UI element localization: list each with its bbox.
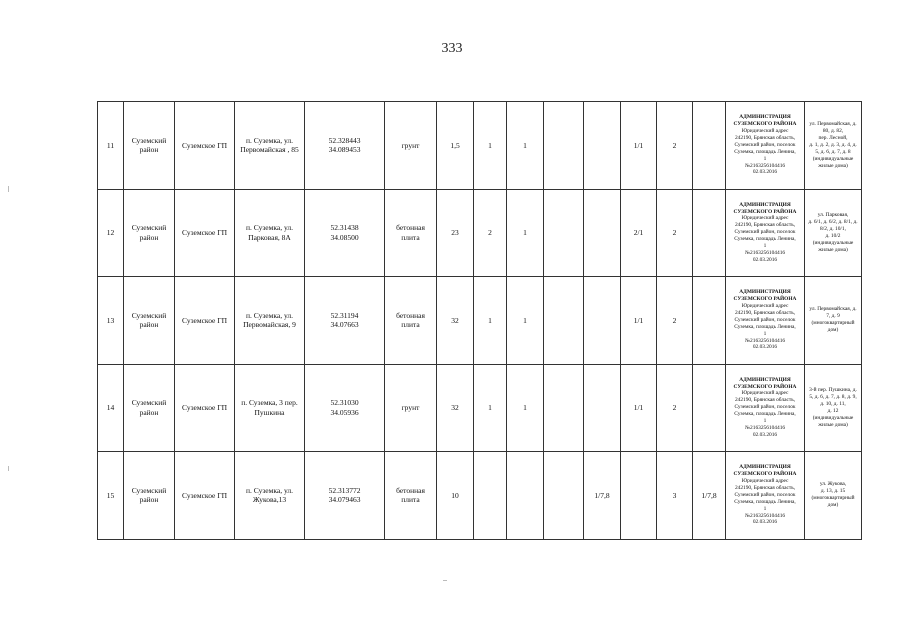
cell-address: п. Суземка, 3 пер. Пушкина [235,364,305,452]
owner-line: 242190, Брянская область, [734,397,796,404]
cell-area: 10 [437,452,474,540]
cell-row-number: 12 [98,189,124,277]
owner-line: Юридический адрес [741,215,789,222]
table-row [98,277,862,365]
owner-line: 1 [763,505,767,512]
served-line: (индивидуальные жилые дома) [812,155,854,169]
served-line: 3-й пер. Пушкина, д. 5, д. 6, д. 7, д. 8, д. 9, д. 10, д. 11, [809,387,857,407]
owner-line: 1 [763,243,767,250]
table-row [98,189,862,277]
owner-line: 02.03.2016 [752,169,778,176]
owner-line: Юридический адрес [741,127,789,134]
cell-count-7: 1/7,8 [693,452,726,540]
cell-area: 1,5 [437,102,474,190]
owner-line: 1 [763,418,767,425]
cell-district: Суземский район [124,189,175,277]
longitude: 34.05936 [330,407,359,417]
cell-row-number: 13 [98,277,124,365]
cell-district: Суземский район [124,452,175,540]
owner-line: 02.03.2016 [752,256,778,263]
owner-line: Суземский район, поселок [734,316,796,323]
served-line: пер. Лесной, [818,134,848,141]
cell-address: п. Суземка, ул. Жукова,13 [235,452,305,540]
served-line: д. 12 [827,407,839,414]
owner-line: Суземский район, поселок [734,491,796,498]
served-line: ул. Первомайская, д. 7, д. 9 [809,306,857,320]
cell-owner [726,102,805,190]
cell-district: Суземский район [124,364,175,452]
cell-count-5: 1/1 [621,277,657,365]
cell-area: 23 [437,189,474,277]
cell-coordinates [305,452,385,540]
cell-count-2: 1 [507,102,544,190]
longitude: 34.08500 [330,232,359,242]
owner-line: Юридический адрес [741,390,789,397]
cell-district: Суземский район [124,277,175,365]
table-row [98,102,862,190]
latitude: 52.328443 [328,135,361,145]
cell-surface: грунт [385,102,437,190]
cell-count-5 [621,452,657,540]
owner-line: №2163256104416 [744,337,786,344]
owner-line: Суземка, площадь Ленина, [734,236,796,243]
cell-served-objects [805,277,862,365]
table-row [98,364,862,452]
owner-line: Юридический адрес [741,477,789,484]
owner-line: №2163256104416 [744,512,786,519]
owner-line: Суземский район, поселок [734,229,796,236]
longitude: 34.089453 [328,145,361,155]
cell-settlement: Суземское ГП [175,189,235,277]
cell-count-1: 1 [474,277,507,365]
served-line: (индивидуальные жилые дома) [812,239,854,253]
longitude: 34.079463 [328,495,361,505]
cell-settlement: Суземское ГП [175,452,235,540]
cell-address: п. Суземка, ул. Первомайская , 85 [235,102,305,190]
owner-name: АДМИНИСТРАЦИЯ СУЗЕМСКОГО РАЙОНА [733,114,797,128]
served-line: д. 6/1, д. 6/2, д. 8/1, д. 8/2, д. 10/1, [808,218,858,232]
latitude: 52.31194 [330,310,359,320]
cell-count-4 [584,102,621,190]
cell-surface: грунт [385,364,437,452]
owner-line: Суземка, площадь Ленина, [734,148,796,155]
owner-line: №2163256104416 [744,425,786,432]
served-line: ул. Первомайская, д. 80, д. 82, [809,121,857,134]
cell-served-objects [805,189,862,277]
owner-line: 242190, Брянская область, [734,222,796,229]
cell-settlement: Суземское ГП [175,277,235,365]
cell-owner [726,277,805,365]
owner-name: АДМИНИСТРАЦИЯ СУЗЕМСКОГО РАЙОНА [733,376,797,390]
cell-count-5: 2/1 [621,189,657,277]
cell-count-2: 1 [507,189,544,277]
owner-line: №2163256104416 [744,162,786,169]
cell-owner [726,452,805,540]
cell-row-number: 14 [98,364,124,452]
cell-count-3 [544,189,584,277]
owner-line: 02.03.2016 [752,519,778,526]
cell-count-5: 1/1 [621,102,657,190]
owner-line: 1 [763,330,767,337]
page-number: 333 [441,41,463,56]
cell-count-6: 2 [657,189,693,277]
cell-served-objects [805,452,862,540]
cell-coordinates [305,189,385,277]
cell-count-5: 1/1 [621,364,657,452]
scan-speck [8,186,9,192]
owner-line: Суземский район, поселок [734,404,796,411]
cell-address: п. Суземка, ул. Первомайская, 9 [235,277,305,365]
owner-name: АДМИНИСТРАЦИЯ СУЗЕМСКОГО РАЙОНА [733,289,797,303]
owner-line: Суземский район, поселок [734,141,796,148]
cell-count-1: 2 [474,189,507,277]
served-line: д. 1, д. 2, д. 3, д. 4, д. 5, д. 6, д. 7, д. 8 [809,141,857,155]
owner-line: Суземка, площадь Ленина, [734,323,796,330]
served-line: (многоквартирный дом) [811,495,855,509]
latitude: 52.313772 [328,485,361,495]
cell-count-6: 2 [657,102,693,190]
served-line: д. 13, д. 15 [820,488,846,495]
owner-name: АДМИНИСТРАЦИЯ СУЗЕМСКОГО РАЙОНА [733,201,797,215]
cell-address: п. Суземка, ул. Парковая, 8А [235,189,305,277]
cell-count-7 [693,102,726,190]
table-body [98,102,862,540]
cell-count-3 [544,452,584,540]
cell-row-number: 15 [98,452,124,540]
owner-line: 242190, Брянская область, [734,309,796,316]
owner-line: 02.03.2016 [752,344,778,351]
owner-line: 242190, Брянская область, [734,134,796,141]
served-line: ул. Парковая, [817,212,849,219]
cell-coordinates [305,102,385,190]
cell-count-4 [584,364,621,452]
cell-area: 32 [437,364,474,452]
cell-coordinates [305,364,385,452]
owner-line: 02.03.2016 [752,431,778,438]
cell-count-7 [693,189,726,277]
cell-count-3 [544,277,584,365]
cell-count-7 [693,364,726,452]
served-line: (многоквартирный дом) [811,320,855,334]
scan-speck [8,466,9,471]
owner-line: 1 [763,155,767,162]
cell-count-7 [693,277,726,365]
owner-line: №2163256104416 [744,250,786,257]
cell-coordinates [305,277,385,365]
latitude: 52.31030 [330,398,359,408]
cell-count-3 [544,364,584,452]
cell-owner [726,364,805,452]
cell-count-2: 1 [507,277,544,365]
served-line: д. 10/2 [825,232,841,239]
cell-surface: бетонная плита [385,189,437,277]
owner-name: АДМИНИСТРАЦИЯ СУЗЕМСКОГО РАЙОНА [733,464,797,478]
cell-served-objects [805,364,862,452]
owner-line: Суземка, площадь Ленина, [734,411,796,418]
cell-surface: бетонная плита [385,452,437,540]
latitude: 52.31438 [330,223,359,233]
cell-area: 32 [437,277,474,365]
cell-count-2: 1 [507,364,544,452]
cell-count-4 [584,189,621,277]
cell-count-6: 2 [657,364,693,452]
cell-count-6: 3 [657,452,693,540]
cell-surface: бетонная плита [385,277,437,365]
cell-count-1: 1 [474,102,507,190]
owner-line: Суземка, площадь Ленина, [734,498,796,505]
cell-count-2 [507,452,544,540]
cell-row-number: 11 [98,102,124,190]
cell-district: Суземский район [124,102,175,190]
cell-settlement: Суземское ГП [175,364,235,452]
cell-count-4: 1/7,8 [584,452,621,540]
owner-line: Юридический адрес [741,302,789,309]
longitude: 34.07663 [330,320,359,330]
cell-owner [726,189,805,277]
cell-count-6: 2 [657,277,693,365]
served-line: ул. Жукова, [819,481,847,488]
cell-count-1 [474,452,507,540]
cell-count-1: 1 [474,364,507,452]
owner-line: 242190, Брянская область, [734,484,796,491]
cell-served-objects [805,102,862,190]
served-line: (индивидуальные жилые дома) [812,414,854,428]
cell-count-3 [544,102,584,190]
cell-count-4 [584,277,621,365]
cell-settlement: Суземское ГП [175,102,235,190]
scan-speck [443,580,447,581]
waste-sites-table [97,101,862,540]
table-row [98,452,862,540]
